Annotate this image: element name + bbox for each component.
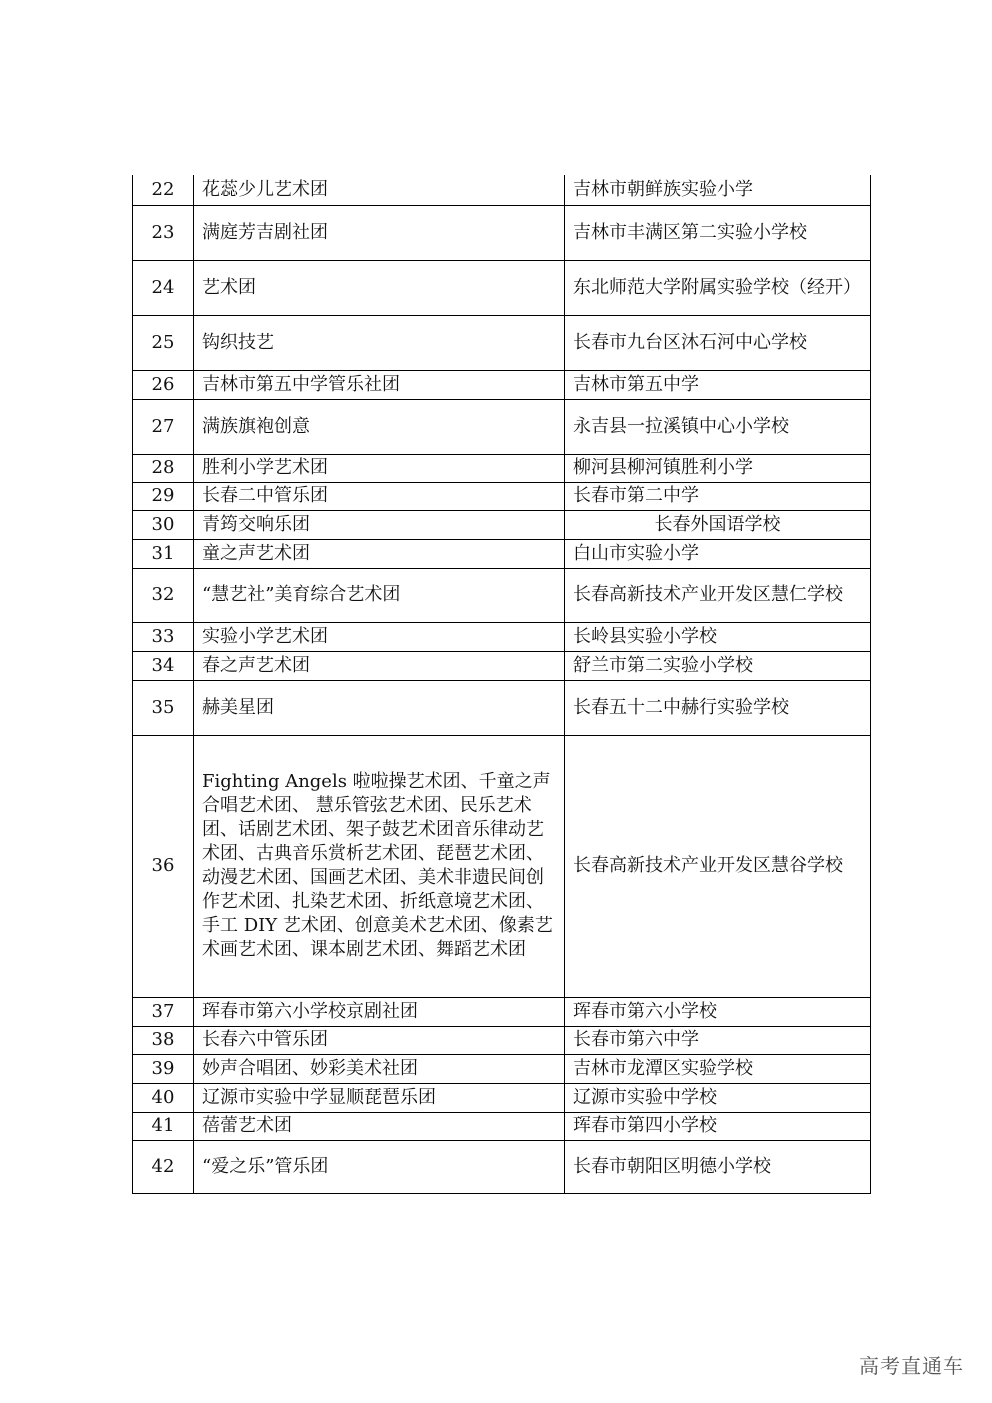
row-number: 32 [133, 568, 194, 622]
row-number: 23 [133, 205, 194, 260]
row-number: 28 [133, 454, 194, 482]
school-arts-table-wrapper [132, 175, 870, 1194]
troupe-name: 吉林市第五中学管乐社团 [194, 370, 565, 399]
table-row [133, 205, 871, 260]
troupe-name: 赫美星团 [194, 680, 565, 735]
table-row [133, 651, 871, 680]
school-name: 长春外国语学校 [565, 510, 871, 539]
troupe-name: 长春二中管乐团 [194, 482, 565, 510]
table-row [133, 175, 871, 205]
school-name: 吉林市丰满区第二实验小学校 [565, 205, 871, 260]
school-name: 吉林市朝鲜族实验小学 [565, 175, 871, 205]
school-name: 珲春市第六小学校 [565, 997, 871, 1026]
school-name: 吉林市第五中学 [565, 370, 871, 399]
troupe-name: 童之声艺术团 [194, 539, 565, 568]
table-row [133, 260, 871, 315]
row-number: 30 [133, 510, 194, 539]
table-row [133, 1140, 871, 1193]
row-number: 24 [133, 260, 194, 315]
table-row [133, 568, 871, 622]
table-row [133, 1054, 871, 1083]
row-number: 26 [133, 370, 194, 399]
table-row [133, 539, 871, 568]
school-name: 舒兰市第二实验小学校 [565, 651, 871, 680]
troupe-name: 珲春市第六小学校京剧社团 [194, 997, 565, 1026]
row-number: 35 [133, 680, 194, 735]
table-row [133, 622, 871, 651]
school-name: 长岭县实验小学校 [565, 622, 871, 651]
school-name: 长春市朝阳区明德小学校 [565, 1140, 871, 1193]
row-number: 41 [133, 1112, 194, 1140]
row-number: 38 [133, 1026, 194, 1054]
troupe-name: 钩织技艺 [194, 315, 565, 370]
table-row [133, 482, 871, 510]
troupe-name: 胜利小学艺术团 [194, 454, 565, 482]
row-number: 37 [133, 997, 194, 1026]
row-number: 31 [133, 539, 194, 568]
troupe-name: “慧艺社”美育综合艺术团 [194, 568, 565, 622]
row-number: 22 [133, 175, 194, 205]
table-row [133, 1026, 871, 1054]
troupe-name: 满族旗袍创意 [194, 399, 565, 454]
row-number: 29 [133, 482, 194, 510]
school-name: 长春五十二中赫行实验学校 [565, 680, 871, 735]
troupe-name: 辽源市实验中学显顺琵琶乐团 [194, 1083, 565, 1112]
row-number: 39 [133, 1054, 194, 1083]
table-row [133, 1083, 871, 1112]
table-row [133, 454, 871, 482]
troupe-name: 春之声艺术团 [194, 651, 565, 680]
table-row [133, 399, 871, 454]
troupe-name: Fighting Angels 啦啦操艺术团、千童之声合唱艺术团、 慧乐管弦艺术团、民乐艺术团、话剧艺术团、架子鼓艺术团音乐律动艺术团、古典音乐赏析艺术团、琵琶艺术团、动漫艺术团、国画艺术团、美术非遗民间创作艺术团、扎染艺术团、折纸意境艺术团、手工 DIY 艺术团、创意美术艺术团、像素艺术画艺术团、课本剧艺术团、舞蹈艺术团 [194, 735, 565, 997]
row-number: 33 [133, 622, 194, 651]
troupe-name: 长春六中管乐团 [194, 1026, 565, 1054]
troupe-name: 青筠交响乐团 [194, 510, 565, 539]
troupe-name: 妙声合唱团、妙彩美术社团 [194, 1054, 565, 1083]
school-arts-table [132, 175, 871, 1194]
school-name: 辽源市实验中学校 [565, 1083, 871, 1112]
table-row [133, 370, 871, 399]
troupe-name: 蓓蕾艺术团 [194, 1112, 565, 1140]
row-number: 36 [133, 735, 194, 997]
troupe-name: 艺术团 [194, 260, 565, 315]
school-name: 柳河县柳河镇胜利小学 [565, 454, 871, 482]
watermark-text: 高考直通车 [859, 1354, 964, 1378]
school-name: 长春市第二中学 [565, 482, 871, 510]
row-number: 25 [133, 315, 194, 370]
school-name: 永吉县一拉溪镇中心小学校 [565, 399, 871, 454]
table-row [133, 997, 871, 1026]
troupe-name: 花蕊少儿艺术团 [194, 175, 565, 205]
school-name: 吉林市龙潭区实验学校 [565, 1054, 871, 1083]
table-row [133, 1112, 871, 1140]
troupe-name: 满庭芳吉剧社团 [194, 205, 565, 260]
troupe-name: “爱之乐”管乐团 [194, 1140, 565, 1193]
school-name: 长春市九台区沐石河中心学校 [565, 315, 871, 370]
school-name: 白山市实验小学 [565, 539, 871, 568]
row-number: 34 [133, 651, 194, 680]
table-row [133, 680, 871, 735]
table-row [133, 510, 871, 539]
troupe-name: 实验小学艺术团 [194, 622, 565, 651]
row-number: 42 [133, 1140, 194, 1193]
table-row [133, 315, 871, 370]
school-name: 珲春市第四小学校 [565, 1112, 871, 1140]
school-name: 长春高新技术产业开发区慧仁学校 [565, 568, 871, 622]
school-name: 长春市第六中学 [565, 1026, 871, 1054]
row-number: 27 [133, 399, 194, 454]
school-name: 长春高新技术产业开发区慧谷学校 [565, 735, 871, 997]
table-row [133, 735, 871, 997]
school-name: 东北师范大学附属实验学校（经开） [565, 260, 871, 315]
row-number: 40 [133, 1083, 194, 1112]
